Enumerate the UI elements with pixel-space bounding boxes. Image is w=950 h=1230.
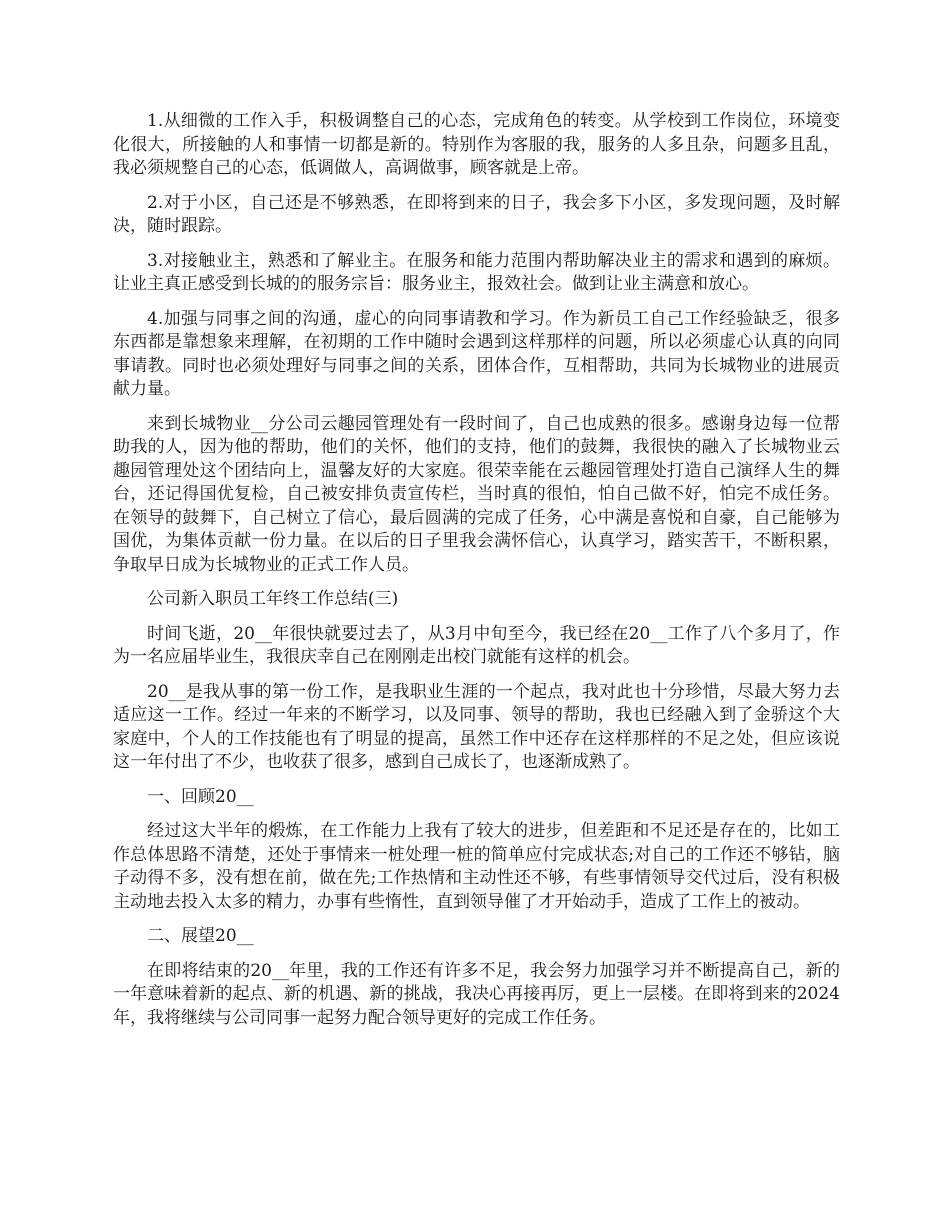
heading-outlook: 二、展望20__ bbox=[147, 926, 254, 946]
paragraph-3: 3.对接触业主，熟悉和了解业主。在服务和能力范围内帮助解决业主的需求和遇到的麻烦。让业主真正感受到长城的的服务宗旨：服务业主，报效社会。做到让业主满意和放心。 bbox=[113, 250, 840, 294]
paragraph-4: 4.加强与同事之间的沟通，虚心的向同事请教和学习。作为新员工自己工作经验缺乏，很多东西都是靠想象来理解，在初期的工作中随时会遇到这样那样的问题，所以必须虚心认真的向同事请教。同时也必须处理好与同事之间的关系，团体合作，互相帮助，共同为长城物业的进展贡献力量。 bbox=[113, 308, 840, 399]
paragraph-10: 经过这大半年的煅炼，在工作能力上我有了较大的进步，但差距和不足还是存在的，比如工作总体思路不清楚，还处于事情来一桩处理一桩的简单应付完成状态;对自己的工作还不够钻，脑子动得不多，没有想在前，做在先;工作热情和主动性还不够，有些事情领导交代过后，没有积极主动地去投入太多的精力，办事有些惰性，直到领导催了才开始动手，造成了工作上的被动。 bbox=[113, 821, 840, 912]
paragraph-12: 在即将结束的20__年里，我的工作还有许多不足，我会努力加强学习并不断提高自己，新的一年意味着新的起点、新的机遇、新的挑战，我决心再接再厉，更上一层楼。在即将到来的2024年，我将继续与公司同事一起努力配合领导更好的完成工作任务。 bbox=[113, 960, 840, 1028]
paragraph-8: 20__是我从事的第一份工作，是我职业生涯的一个起点，我对此也十分珍惜，尽最大努力去适应这一工作。经过一年来的不断学习，以及同事、领导的帮助，我也已经融入到了金骄这个大家庭中，个人的工作技能也有了明显的提高，虽然工作中还存在这样那样的不足之处，但应该说这一年付出了不少，也收获了很多，感到自己成长了，也逐渐成熟了。 bbox=[113, 681, 840, 772]
paragraph-7: 时间飞逝，20__年很快就要过去了，从3月中旬至今，我已经在20__工作了八个多月了，作为一名应届毕业生，我很庆幸自己在刚刚走出校门就能有这样的机会。 bbox=[113, 623, 840, 667]
paragraph-2: 2.对于小区，自己还是不够熟悉，在即将到来的日子，我会多下小区，多发现问题，及时解决，随时跟踪。 bbox=[113, 192, 840, 236]
paragraph-5: 来到长城物业__分公司云趣园管理处有一段时间了，自己也成熟的很多。感谢身边每一位帮助我的人，因为他的帮助，他们的关怀，他们的支持，他们的鼓舞，我很快的融入了长城物业云趣园管理处这个团结向上，温馨友好的大家庭。很荣幸能在云趣园管理处打造自己演绎人生的舞台，还记得国优复检，自己被安排负责宣传栏，当时真的很怕，怕自己做不好，怕完不成任务。在领导的鼓舞下，自己树立了信心，最后圆满的完成了任务，心中满是喜悦和自豪，自己能够为国优，为集体贡献一份力量。在以后的日子里我会满怀信心，认真学习，踏实苦干，不断积累，争取早日成为长城物业的正式工作人员。 bbox=[113, 413, 840, 575]
heading-review: 一、回顾20__ bbox=[147, 786, 254, 807]
section-title: 公司新入职员工年终工作总结(三) bbox=[147, 589, 399, 609]
paragraph-1: 1.从细微的工作入手，积极调整自己的心态，完成角色的转变。从学校到工作岗位，环境变化很大，所接触的人和事情一切都是新的。特别作为客服的我，服务的人多且杂，问题多且乱，我必须规整自己的心态，低调做人，高调做事，顾客就是上帝。 bbox=[113, 111, 840, 178]
